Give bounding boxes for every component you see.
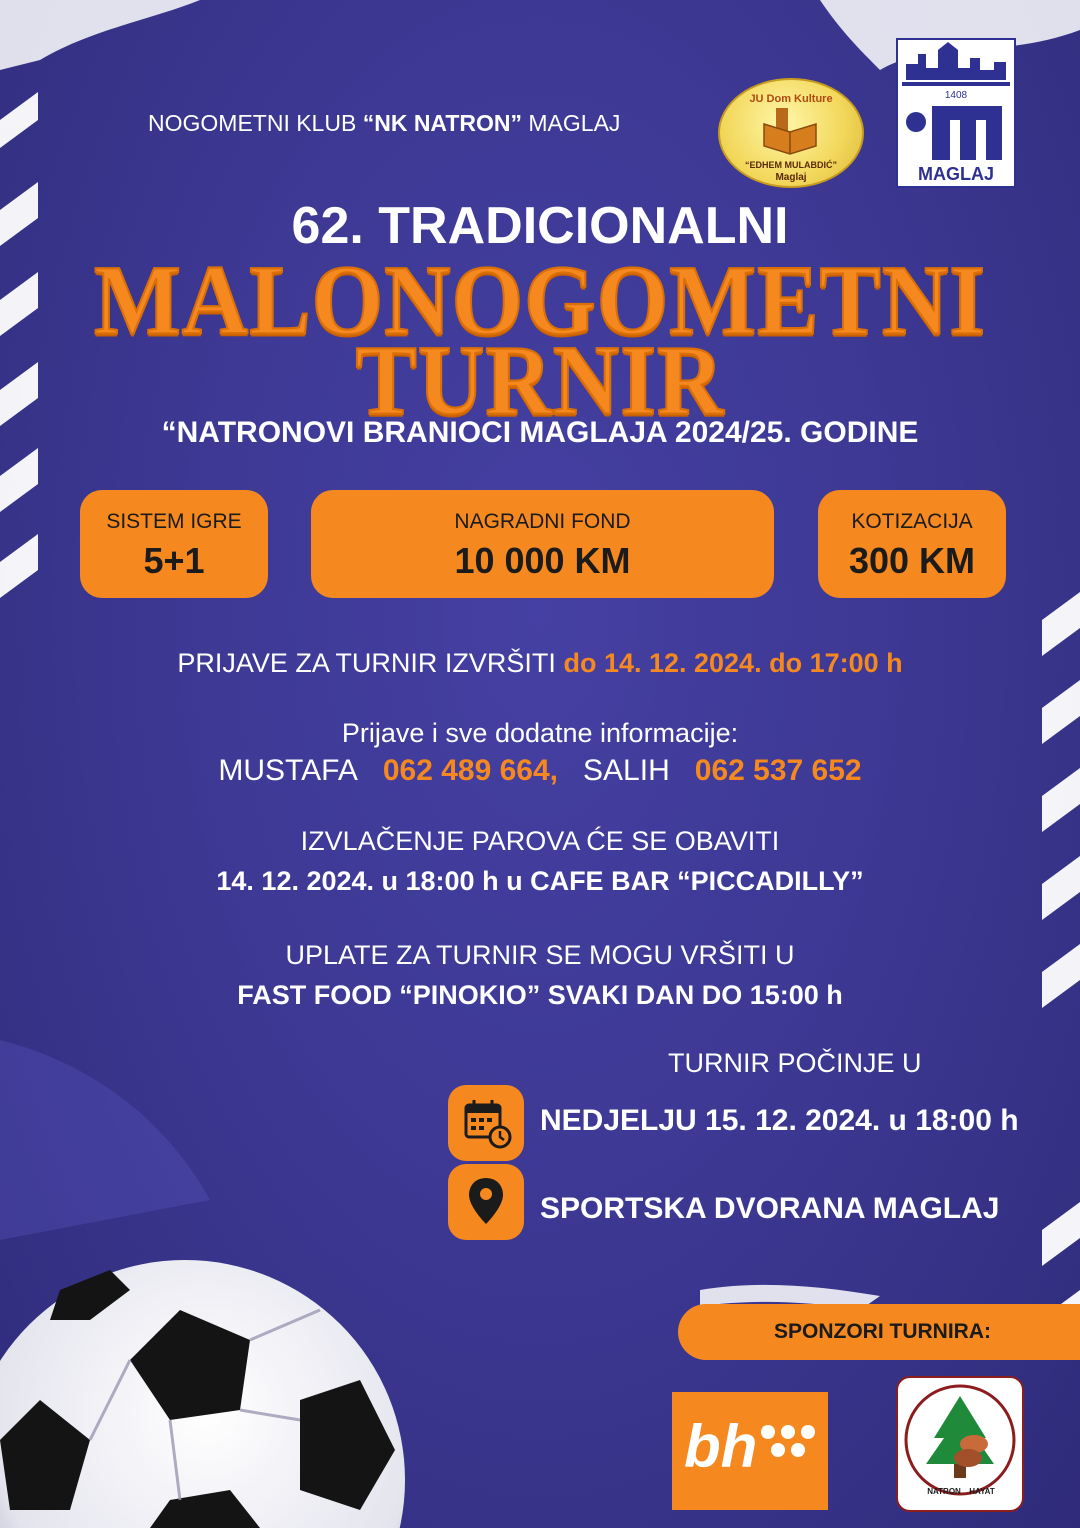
maglaj-municipality-logo (896, 38, 1016, 188)
svg-text:Maglaj: Maglaj (775, 172, 807, 183)
contact-phone-1: 062 489 664, (382, 754, 559, 787)
draw-text: IZVLAČENJE PAROVA ĆE SE OBAVITI (300, 826, 780, 856)
dom-kulture-seal-logo (718, 78, 864, 188)
title-turnir: TURNIR (355, 324, 725, 436)
kotizacija-value: 300 KM (848, 540, 976, 581)
location-pin-icon (448, 1164, 524, 1240)
soccer-ball-icon (0, 1250, 420, 1528)
natron-hayat-logo (896, 1376, 1024, 1512)
contact-person-1: MUSTAFA (218, 754, 358, 787)
title-main: MALONOGOMETNI (93, 244, 987, 356)
payment-where: FAST FOOD “PINOKIO” SVAKI DAN DO 15:00 h (237, 980, 843, 1010)
svg-text:HAYAT: HAYAT (969, 1487, 995, 1496)
club-suffix: MAGLAJ (528, 110, 621, 136)
location-icon-box (448, 1164, 524, 1240)
contact-person-2: SALIH (583, 754, 670, 787)
contacts-line (0, 754, 1080, 788)
nagradni-fond-label: NAGRADNI FOND (454, 510, 631, 533)
registration-deadline: do 14. 12. 2024. do 17:00 h (563, 648, 903, 678)
maglaj-logo-graphic (898, 40, 1014, 186)
registration-text: PRIJAVE ZA TURNIR IZVRŠITI (177, 648, 556, 678)
nagradni-fond-box (311, 490, 774, 598)
sistem-igre-value: 5+1 (143, 540, 205, 581)
sponsors-label: SPONZORI TURNIRA: (774, 1320, 991, 1343)
tournament-subtitle: “NATRONOVI BRANIOCI MAGLAJA 2024/25. GODINE (161, 416, 919, 449)
svg-text:NATRON: NATRON (927, 1487, 961, 1496)
start-label: TURNIR POČINJE U (668, 1048, 922, 1078)
bh-telecom-logo (672, 1392, 828, 1510)
payment-text: UPLATE ZA TURNIR SE MOGU VRŠITI U (285, 940, 795, 970)
calendar-clock-icon (448, 1085, 524, 1161)
seal-logo-graphic (720, 80, 862, 186)
kotizacija-label: KOTIZACIJA (851, 510, 973, 533)
registration-line (0, 648, 1080, 679)
nagradni-fond-value: 10 000 KM (454, 540, 631, 581)
svg-text:MAGLAJ: MAGLAJ (918, 164, 994, 184)
venue-name: SPORTSKA DVORANA MAGLAJ (540, 1192, 1000, 1225)
start-date: NEDJELJU 15. 12. 2024. u 18:00 h (540, 1104, 1019, 1137)
natron-hayat-graphic (898, 1378, 1022, 1510)
sistem-igre-box (80, 490, 268, 598)
svg-text:JU Dom Kulture: JU Dom Kulture (749, 93, 833, 105)
club-name-line (148, 110, 620, 137)
bh-logo-text: bh (684, 1413, 758, 1480)
sponsors-bar (678, 1304, 1080, 1360)
contact-phone-2: 062 537 652 (694, 754, 862, 787)
svg-text:“EDHEM MULABDIĆ”: “EDHEM MULABDIĆ” (745, 160, 837, 170)
draw-when: 14. 12. 2024. u 18:00 h u CAFE BAR “PICCADILLY” (216, 866, 864, 896)
bh-dots-graphic (758, 1422, 824, 1482)
contact-info-label: Prijave i sve dodatne informacije: (341, 718, 739, 748)
title-edition: 62. TRADICIONALNI (291, 197, 789, 255)
sistem-igre-label: SISTEM IGRE (106, 510, 242, 533)
kotizacija-box (818, 490, 1006, 598)
calendar-icon-box (448, 1085, 524, 1161)
club-name: “NK NATRON” (362, 110, 522, 136)
club-prefix: NOGOMETNI KLUB (148, 110, 357, 136)
svg-text:1408: 1408 (944, 90, 968, 101)
